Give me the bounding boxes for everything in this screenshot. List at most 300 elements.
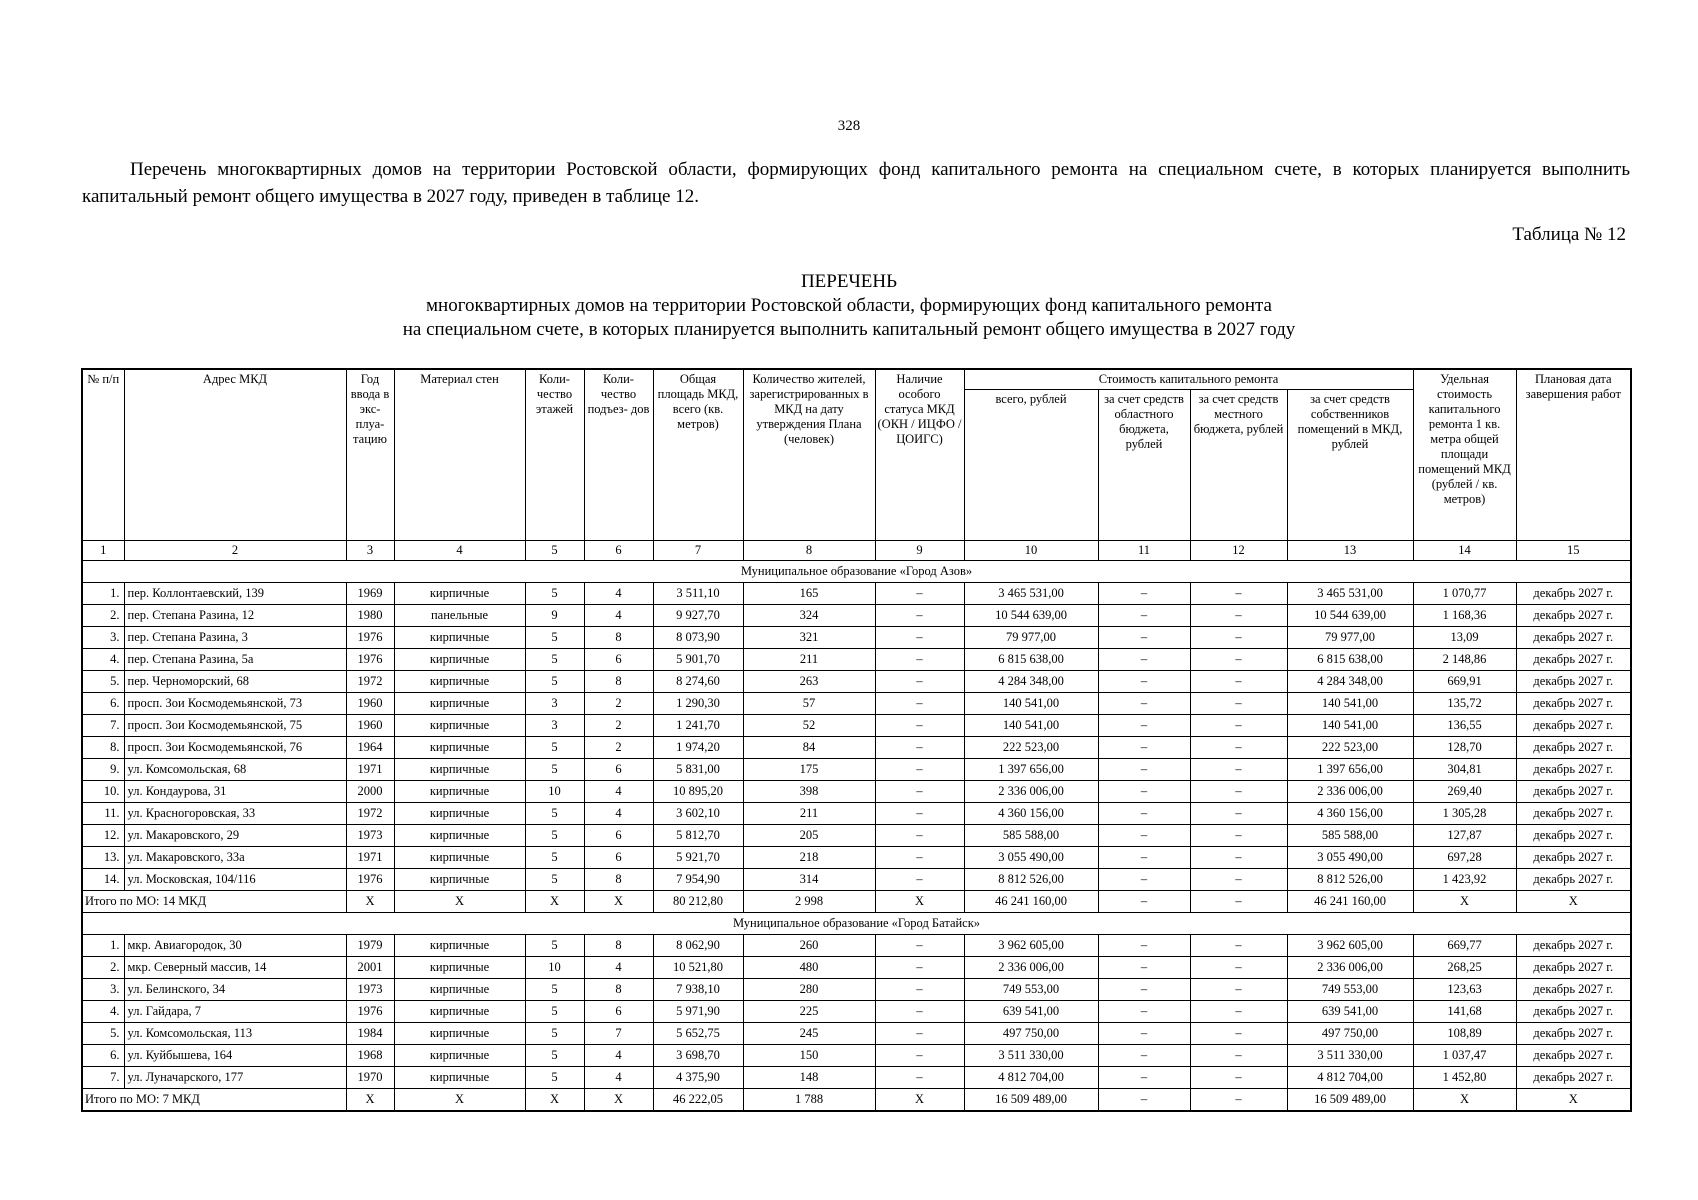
cell-cost-total: 46 241 160,00 <box>964 891 1098 913</box>
cell-date: декабрь 2027 г. <box>1516 1067 1631 1089</box>
cell-area: 7 954,90 <box>653 869 743 891</box>
cell-year: X <box>346 891 394 913</box>
page-number: 328 <box>837 118 861 134</box>
cell-date: декабрь 2027 г. <box>1516 847 1631 869</box>
cell-material: кирпичные <box>394 1001 525 1023</box>
cell-date: декабрь 2027 г. <box>1516 869 1631 891</box>
cell-cost-owners: 4 360 156,00 <box>1287 803 1413 825</box>
cell-status: – <box>875 825 964 847</box>
column-number: 2 <box>124 541 346 561</box>
cell-date: декабрь 2027 г. <box>1516 1023 1631 1045</box>
cell-material: кирпичные <box>394 803 525 825</box>
cell-entrances: 6 <box>584 847 653 869</box>
cell-num: 2. <box>82 605 124 627</box>
cell-address: пер. Черноморский, 68 <box>124 671 346 693</box>
table-row <box>82 693 1631 715</box>
cell-area: 8 062,90 <box>653 935 743 957</box>
column-number: 14 <box>1413 541 1516 561</box>
cell-entrances: 8 <box>584 935 653 957</box>
cell-year: 1976 <box>346 869 394 891</box>
cell-floors: 5 <box>525 825 584 847</box>
cell-unit-cost: 123,63 <box>1413 979 1516 1001</box>
cell-residents: 321 <box>743 627 875 649</box>
cell-cost-owners: 639 541,00 <box>1287 1001 1413 1023</box>
cell-cost-total: 3 511 330,00 <box>964 1045 1098 1067</box>
cell-floors: 5 <box>525 759 584 781</box>
cell-floors: 3 <box>525 715 584 737</box>
cell-status: – <box>875 737 964 759</box>
table-row <box>82 715 1631 737</box>
cell-cost-total: 3 465 531,00 <box>964 583 1098 605</box>
table-row <box>82 957 1631 979</box>
cell-residents: 398 <box>743 781 875 803</box>
cell-cost-regional: – <box>1098 737 1190 759</box>
cell-area: 5 831,00 <box>653 759 743 781</box>
cell-area: 9 927,70 <box>653 605 743 627</box>
cell-date: декабрь 2027 г. <box>1516 1045 1631 1067</box>
cell-floors: 5 <box>525 847 584 869</box>
cell-cost-total: 4 360 156,00 <box>964 803 1098 825</box>
cell-num: 2. <box>82 957 124 979</box>
cell-cost-local: – <box>1190 605 1287 627</box>
cell-cost-total: 585 588,00 <box>964 825 1098 847</box>
cell-floors: 5 <box>525 583 584 605</box>
cell-cost-owners: 140 541,00 <box>1287 715 1413 737</box>
cell-year: 1968 <box>346 1045 394 1067</box>
section-row <box>82 913 1631 935</box>
cell-cost-total: 10 544 639,00 <box>964 605 1098 627</box>
cell-cost-local: – <box>1190 781 1287 803</box>
table-row <box>82 759 1631 781</box>
table-row <box>82 649 1631 671</box>
cell-address: ул. Луначарского, 177 <box>124 1067 346 1089</box>
cell-cost-local: – <box>1190 803 1287 825</box>
cell-area: 4 375,90 <box>653 1067 743 1089</box>
cell-floors: X <box>525 1089 584 1112</box>
cell-area: 5 812,70 <box>653 825 743 847</box>
cell-status: – <box>875 935 964 957</box>
cell-year: 1976 <box>346 1001 394 1023</box>
cell-cost-regional: – <box>1098 1045 1190 1067</box>
cell-entrances: 8 <box>584 627 653 649</box>
header-year: Год ввода в экс- плуа- тацию <box>346 369 394 541</box>
cell-year: 1976 <box>346 649 394 671</box>
cell-num: 9. <box>82 759 124 781</box>
cell-num: 12. <box>82 825 124 847</box>
cell-status: – <box>875 957 964 979</box>
column-number: 7 <box>653 541 743 561</box>
cell-cost-local: – <box>1190 847 1287 869</box>
cell-address: пер. Степана Разина, 5а <box>124 649 346 671</box>
cell-floors: X <box>525 891 584 913</box>
cell-entrances: 4 <box>584 1067 653 1089</box>
cell-material: кирпичные <box>394 649 525 671</box>
cell-unit-cost: 697,28 <box>1413 847 1516 869</box>
table-row <box>82 737 1631 759</box>
column-number: 11 <box>1098 541 1190 561</box>
cell-floors: 5 <box>525 1067 584 1089</box>
total-label: Итого по МО: 14 МКД <box>82 891 346 913</box>
cell-address: ул. Белинского, 34 <box>124 979 346 1001</box>
header-unit-cost: Удельная стоимость капитального ремонта 1 кв. метра общей площади помещений МКД (рублей / кв. метров) <box>1413 369 1516 541</box>
cell-cost-regional: – <box>1098 1067 1190 1089</box>
cell-address: просп. Зои Космодемьянской, 73 <box>124 693 346 715</box>
cell-cost-owners: 4 284 348,00 <box>1287 671 1413 693</box>
cell-date: декабрь 2027 г. <box>1516 781 1631 803</box>
column-number: 4 <box>394 541 525 561</box>
cell-address: просп. Зои Космодемьянской, 76 <box>124 737 346 759</box>
cell-status: – <box>875 1023 964 1045</box>
cell-status: – <box>875 649 964 671</box>
cell-cost-total: 3 962 605,00 <box>964 935 1098 957</box>
cell-cost-regional: – <box>1098 957 1190 979</box>
cell-num: 7. <box>82 1067 124 1089</box>
cell-cost-owners: 6 815 638,00 <box>1287 649 1413 671</box>
cell-status: – <box>875 1067 964 1089</box>
table-row <box>82 869 1631 891</box>
cell-floors: 5 <box>525 869 584 891</box>
cell-num: 4. <box>82 1001 124 1023</box>
header-date: Плановая дата завершения работ <box>1516 369 1631 541</box>
cell-material: кирпичные <box>394 1023 525 1045</box>
cell-status: – <box>875 781 964 803</box>
cell-date: декабрь 2027 г. <box>1516 649 1631 671</box>
cell-unit-cost: 269,40 <box>1413 781 1516 803</box>
column-number: 15 <box>1516 541 1631 561</box>
table-row <box>82 781 1631 803</box>
cell-cost-local: – <box>1190 869 1287 891</box>
section-title: Муниципальное образование «Город Батайск» <box>82 913 1631 935</box>
cell-material: кирпичные <box>394 693 525 715</box>
cell-material: кирпичные <box>394 737 525 759</box>
intro-paragraph: Перечень многоквартирных домов на территории Ростовской области, формирующих фонд капитального ремонта на специальном счете, в которых планируется выполнить капитальный ремонт общего имущества в 2027 году, приведен в таблице 12. <box>82 159 1630 207</box>
table-label: Таблица № 12 <box>1512 224 1626 245</box>
cell-entrances: 6 <box>584 825 653 847</box>
cell-residents: 57 <box>743 693 875 715</box>
column-number: 13 <box>1287 541 1413 561</box>
cell-address: ул. Красногоровская, 33 <box>124 803 346 825</box>
column-number: 9 <box>875 541 964 561</box>
header-cost-local: за счет средств местного бюджета, рублей <box>1190 390 1287 541</box>
cell-year: 1971 <box>346 847 394 869</box>
column-number: 6 <box>584 541 653 561</box>
cell-cost-local: – <box>1190 891 1287 913</box>
cell-cost-total: 6 815 638,00 <box>964 649 1098 671</box>
cell-address: ул. Куйбышева, 164 <box>124 1045 346 1067</box>
cell-num: 5. <box>82 1023 124 1045</box>
cell-status: – <box>875 715 964 737</box>
header-num: № п/п <box>82 369 124 541</box>
cell-cost-regional: – <box>1098 935 1190 957</box>
cell-status: – <box>875 979 964 1001</box>
cell-residents: 280 <box>743 979 875 1001</box>
cell-entrances: 4 <box>584 1045 653 1067</box>
cell-cost-regional: – <box>1098 693 1190 715</box>
cell-status: – <box>875 869 964 891</box>
cell-cost-owners: 585 588,00 <box>1287 825 1413 847</box>
cell-date: декабрь 2027 г. <box>1516 1001 1631 1023</box>
cell-unit-cost: 1 423,92 <box>1413 869 1516 891</box>
cell-residents: 245 <box>743 1023 875 1045</box>
table-row <box>82 627 1631 649</box>
cell-cost-total: 8 812 526,00 <box>964 869 1098 891</box>
cell-floors: 5 <box>525 935 584 957</box>
cell-area: 46 222,05 <box>653 1089 743 1112</box>
cell-cost-regional: – <box>1098 649 1190 671</box>
cell-area: 10 521,80 <box>653 957 743 979</box>
cell-entrances: 7 <box>584 1023 653 1045</box>
cell-material: кирпичные <box>394 1045 525 1067</box>
cell-num: 5. <box>82 671 124 693</box>
cell-residents: 263 <box>743 671 875 693</box>
cell-year: 1960 <box>346 693 394 715</box>
cell-cost-owners: 8 812 526,00 <box>1287 869 1413 891</box>
cell-cost-total: 1 397 656,00 <box>964 759 1098 781</box>
cell-cost-local: – <box>1190 1045 1287 1067</box>
table-row <box>82 1023 1631 1045</box>
cell-entrances: 2 <box>584 715 653 737</box>
cell-residents: 314 <box>743 869 875 891</box>
cell-cost-total: 497 750,00 <box>964 1023 1098 1045</box>
cell-material: кирпичные <box>394 627 525 649</box>
cell-residents: 260 <box>743 935 875 957</box>
cell-entrances: 4 <box>584 803 653 825</box>
header-material: Материал стен <box>394 369 525 541</box>
cell-entrances: X <box>584 1089 653 1112</box>
cell-material: кирпичные <box>394 825 525 847</box>
cell-year: X <box>346 1089 394 1112</box>
column-number: 10 <box>964 541 1098 561</box>
cell-cost-regional: – <box>1098 1089 1190 1112</box>
cell-cost-local: – <box>1190 583 1287 605</box>
cell-unit-cost: 304,81 <box>1413 759 1516 781</box>
cell-entrances: 2 <box>584 737 653 759</box>
table-row <box>82 825 1631 847</box>
cell-residents: 211 <box>743 803 875 825</box>
header-cost-total: всего, рублей <box>964 390 1098 541</box>
cell-residents: 84 <box>743 737 875 759</box>
cell-num: 13. <box>82 847 124 869</box>
cell-cost-local: – <box>1190 1023 1287 1045</box>
cell-cost-total: 3 055 490,00 <box>964 847 1098 869</box>
cell-cost-regional: – <box>1098 847 1190 869</box>
cell-cost-local: – <box>1190 627 1287 649</box>
cell-material: кирпичные <box>394 671 525 693</box>
cell-floors: 5 <box>525 979 584 1001</box>
cell-entrances: 8 <box>584 869 653 891</box>
cell-num: 4. <box>82 649 124 671</box>
cell-cost-regional: – <box>1098 583 1190 605</box>
cell-status: X <box>875 891 964 913</box>
cell-cost-owners: 3 511 330,00 <box>1287 1045 1413 1067</box>
cell-cost-local: – <box>1190 671 1287 693</box>
cell-status: – <box>875 693 964 715</box>
cell-cost-local: – <box>1190 715 1287 737</box>
cell-address: просп. Зои Космодемьянской, 75 <box>124 715 346 737</box>
cell-status: – <box>875 671 964 693</box>
cell-floors: 5 <box>525 1023 584 1045</box>
cell-status: – <box>875 583 964 605</box>
cell-date: декабрь 2027 г. <box>1516 803 1631 825</box>
cell-area: 1 290,30 <box>653 693 743 715</box>
cell-floors: 3 <box>525 693 584 715</box>
cell-status: – <box>875 759 964 781</box>
cell-cost-regional: – <box>1098 781 1190 803</box>
column-number: 12 <box>1190 541 1287 561</box>
cell-cost-total: 749 553,00 <box>964 979 1098 1001</box>
cell-entrances: 4 <box>584 781 653 803</box>
cell-date: X <box>1516 1089 1631 1112</box>
cell-unit-cost: 669,77 <box>1413 935 1516 957</box>
cell-area: 5 901,70 <box>653 649 743 671</box>
cell-unit-cost: 1 070,77 <box>1413 583 1516 605</box>
header-floors: Коли- чество этажей <box>525 369 584 541</box>
cell-area: 5 971,90 <box>653 1001 743 1023</box>
cell-cost-total: 4 812 704,00 <box>964 1067 1098 1089</box>
cell-cost-local: – <box>1190 1089 1287 1112</box>
cell-floors: 10 <box>525 781 584 803</box>
cell-material: кирпичные <box>394 869 525 891</box>
cell-num: 8. <box>82 737 124 759</box>
cell-cost-local: – <box>1190 935 1287 957</box>
cell-floors: 5 <box>525 1001 584 1023</box>
cell-address: мкр. Северный массив, 14 <box>124 957 346 979</box>
cell-area: 7 938,10 <box>653 979 743 1001</box>
cell-date: декабрь 2027 г. <box>1516 759 1631 781</box>
cell-entrances: 4 <box>584 605 653 627</box>
cell-cost-total: 16 509 489,00 <box>964 1089 1098 1112</box>
cell-floors: 5 <box>525 1045 584 1067</box>
title-line-1: ПЕРЕЧЕНЬ <box>800 271 898 292</box>
cell-cost-owners: 3 055 490,00 <box>1287 847 1413 869</box>
column-number: 3 <box>346 541 394 561</box>
cell-num: 7. <box>82 715 124 737</box>
cell-cost-total: 639 541,00 <box>964 1001 1098 1023</box>
cell-cost-owners: 4 812 704,00 <box>1287 1067 1413 1089</box>
cell-cost-owners: 3 465 531,00 <box>1287 583 1413 605</box>
cell-material: X <box>394 891 525 913</box>
cell-unit-cost: 127,87 <box>1413 825 1516 847</box>
cell-unit-cost: 2 148,86 <box>1413 649 1516 671</box>
cell-cost-regional: – <box>1098 869 1190 891</box>
cell-address: пер. Степана Разина, 3 <box>124 627 346 649</box>
cell-date: декабрь 2027 г. <box>1516 737 1631 759</box>
cell-entrances: 6 <box>584 1001 653 1023</box>
header-entrances: Коли- чество подъез- дов <box>584 369 653 541</box>
cell-status: – <box>875 847 964 869</box>
cell-cost-total: 4 284 348,00 <box>964 671 1098 693</box>
cell-num: 1. <box>82 935 124 957</box>
cell-cost-regional: – <box>1098 715 1190 737</box>
cell-cost-regional: – <box>1098 1001 1190 1023</box>
cell-unit-cost: 1 452,80 <box>1413 1067 1516 1089</box>
cell-residents: 211 <box>743 649 875 671</box>
cell-area: 3 511,10 <box>653 583 743 605</box>
cell-area: 5 652,75 <box>653 1023 743 1045</box>
cell-floors: 9 <box>525 605 584 627</box>
houses-table <box>81 368 1632 1112</box>
cell-cost-regional: – <box>1098 605 1190 627</box>
cell-material: кирпичные <box>394 935 525 957</box>
cell-cost-local: – <box>1190 1067 1287 1089</box>
cell-unit-cost: 669,91 <box>1413 671 1516 693</box>
cell-residents: 150 <box>743 1045 875 1067</box>
cell-date: декабрь 2027 г. <box>1516 605 1631 627</box>
cell-cost-local: – <box>1190 957 1287 979</box>
cell-cost-total: 79 977,00 <box>964 627 1098 649</box>
cell-residents: 148 <box>743 1067 875 1089</box>
cell-floors: 5 <box>525 671 584 693</box>
cell-cost-total: 2 336 006,00 <box>964 781 1098 803</box>
cell-year: 2000 <box>346 781 394 803</box>
cell-year: 1973 <box>346 825 394 847</box>
cell-entrances: 4 <box>584 583 653 605</box>
cell-num: 6. <box>82 693 124 715</box>
cell-cost-owners: 222 523,00 <box>1287 737 1413 759</box>
cell-year: 1976 <box>346 627 394 649</box>
cell-cost-regional: – <box>1098 825 1190 847</box>
cell-num: 6. <box>82 1045 124 1067</box>
cell-date: декабрь 2027 г. <box>1516 957 1631 979</box>
cell-address: ул. Макаровского, 29 <box>124 825 346 847</box>
table-row <box>82 935 1631 957</box>
column-number: 8 <box>743 541 875 561</box>
cell-unit-cost: 13,09 <box>1413 627 1516 649</box>
cell-address: ул. Макаровского, 33а <box>124 847 346 869</box>
cell-year: 2001 <box>346 957 394 979</box>
table-title <box>0 270 1698 342</box>
cell-address: пер. Коллонтаевский, 139 <box>124 583 346 605</box>
cell-num: 10. <box>82 781 124 803</box>
cell-num: 11. <box>82 803 124 825</box>
cell-residents: 2 998 <box>743 891 875 913</box>
cell-cost-owners: 16 509 489,00 <box>1287 1089 1413 1112</box>
cell-entrances: X <box>584 891 653 913</box>
cell-material: панельные <box>394 605 525 627</box>
cell-cost-owners: 79 977,00 <box>1287 627 1413 649</box>
cell-num: 14. <box>82 869 124 891</box>
cell-cost-owners: 1 397 656,00 <box>1287 759 1413 781</box>
cell-area: 1 974,20 <box>653 737 743 759</box>
total-row <box>82 891 1631 913</box>
cell-material: кирпичные <box>394 847 525 869</box>
cell-unit-cost: 135,72 <box>1413 693 1516 715</box>
header-cost-group: Стоимость капитального ремонта <box>964 369 1413 390</box>
cell-floors: 5 <box>525 803 584 825</box>
cell-residents: 225 <box>743 1001 875 1023</box>
table-row <box>82 671 1631 693</box>
cell-date: декабрь 2027 г. <box>1516 979 1631 1001</box>
cell-area: 80 212,80 <box>653 891 743 913</box>
cell-floors: 5 <box>525 737 584 759</box>
cell-material: кирпичные <box>394 1067 525 1089</box>
cell-cost-owners: 46 241 160,00 <box>1287 891 1413 913</box>
cell-material: кирпичные <box>394 583 525 605</box>
cell-date: декабрь 2027 г. <box>1516 715 1631 737</box>
section-title: Муниципальное образование «Город Азов» <box>82 561 1631 583</box>
cell-material: кирпичные <box>394 781 525 803</box>
table-body <box>82 541 1631 1112</box>
cell-year: 1969 <box>346 583 394 605</box>
cell-entrances: 6 <box>584 759 653 781</box>
cell-year: 1984 <box>346 1023 394 1045</box>
cell-status: – <box>875 1001 964 1023</box>
cell-status: X <box>875 1089 964 1112</box>
table-row <box>82 1001 1631 1023</box>
cell-cost-local: – <box>1190 737 1287 759</box>
cell-year: 1979 <box>346 935 394 957</box>
cell-year: 1972 <box>346 671 394 693</box>
